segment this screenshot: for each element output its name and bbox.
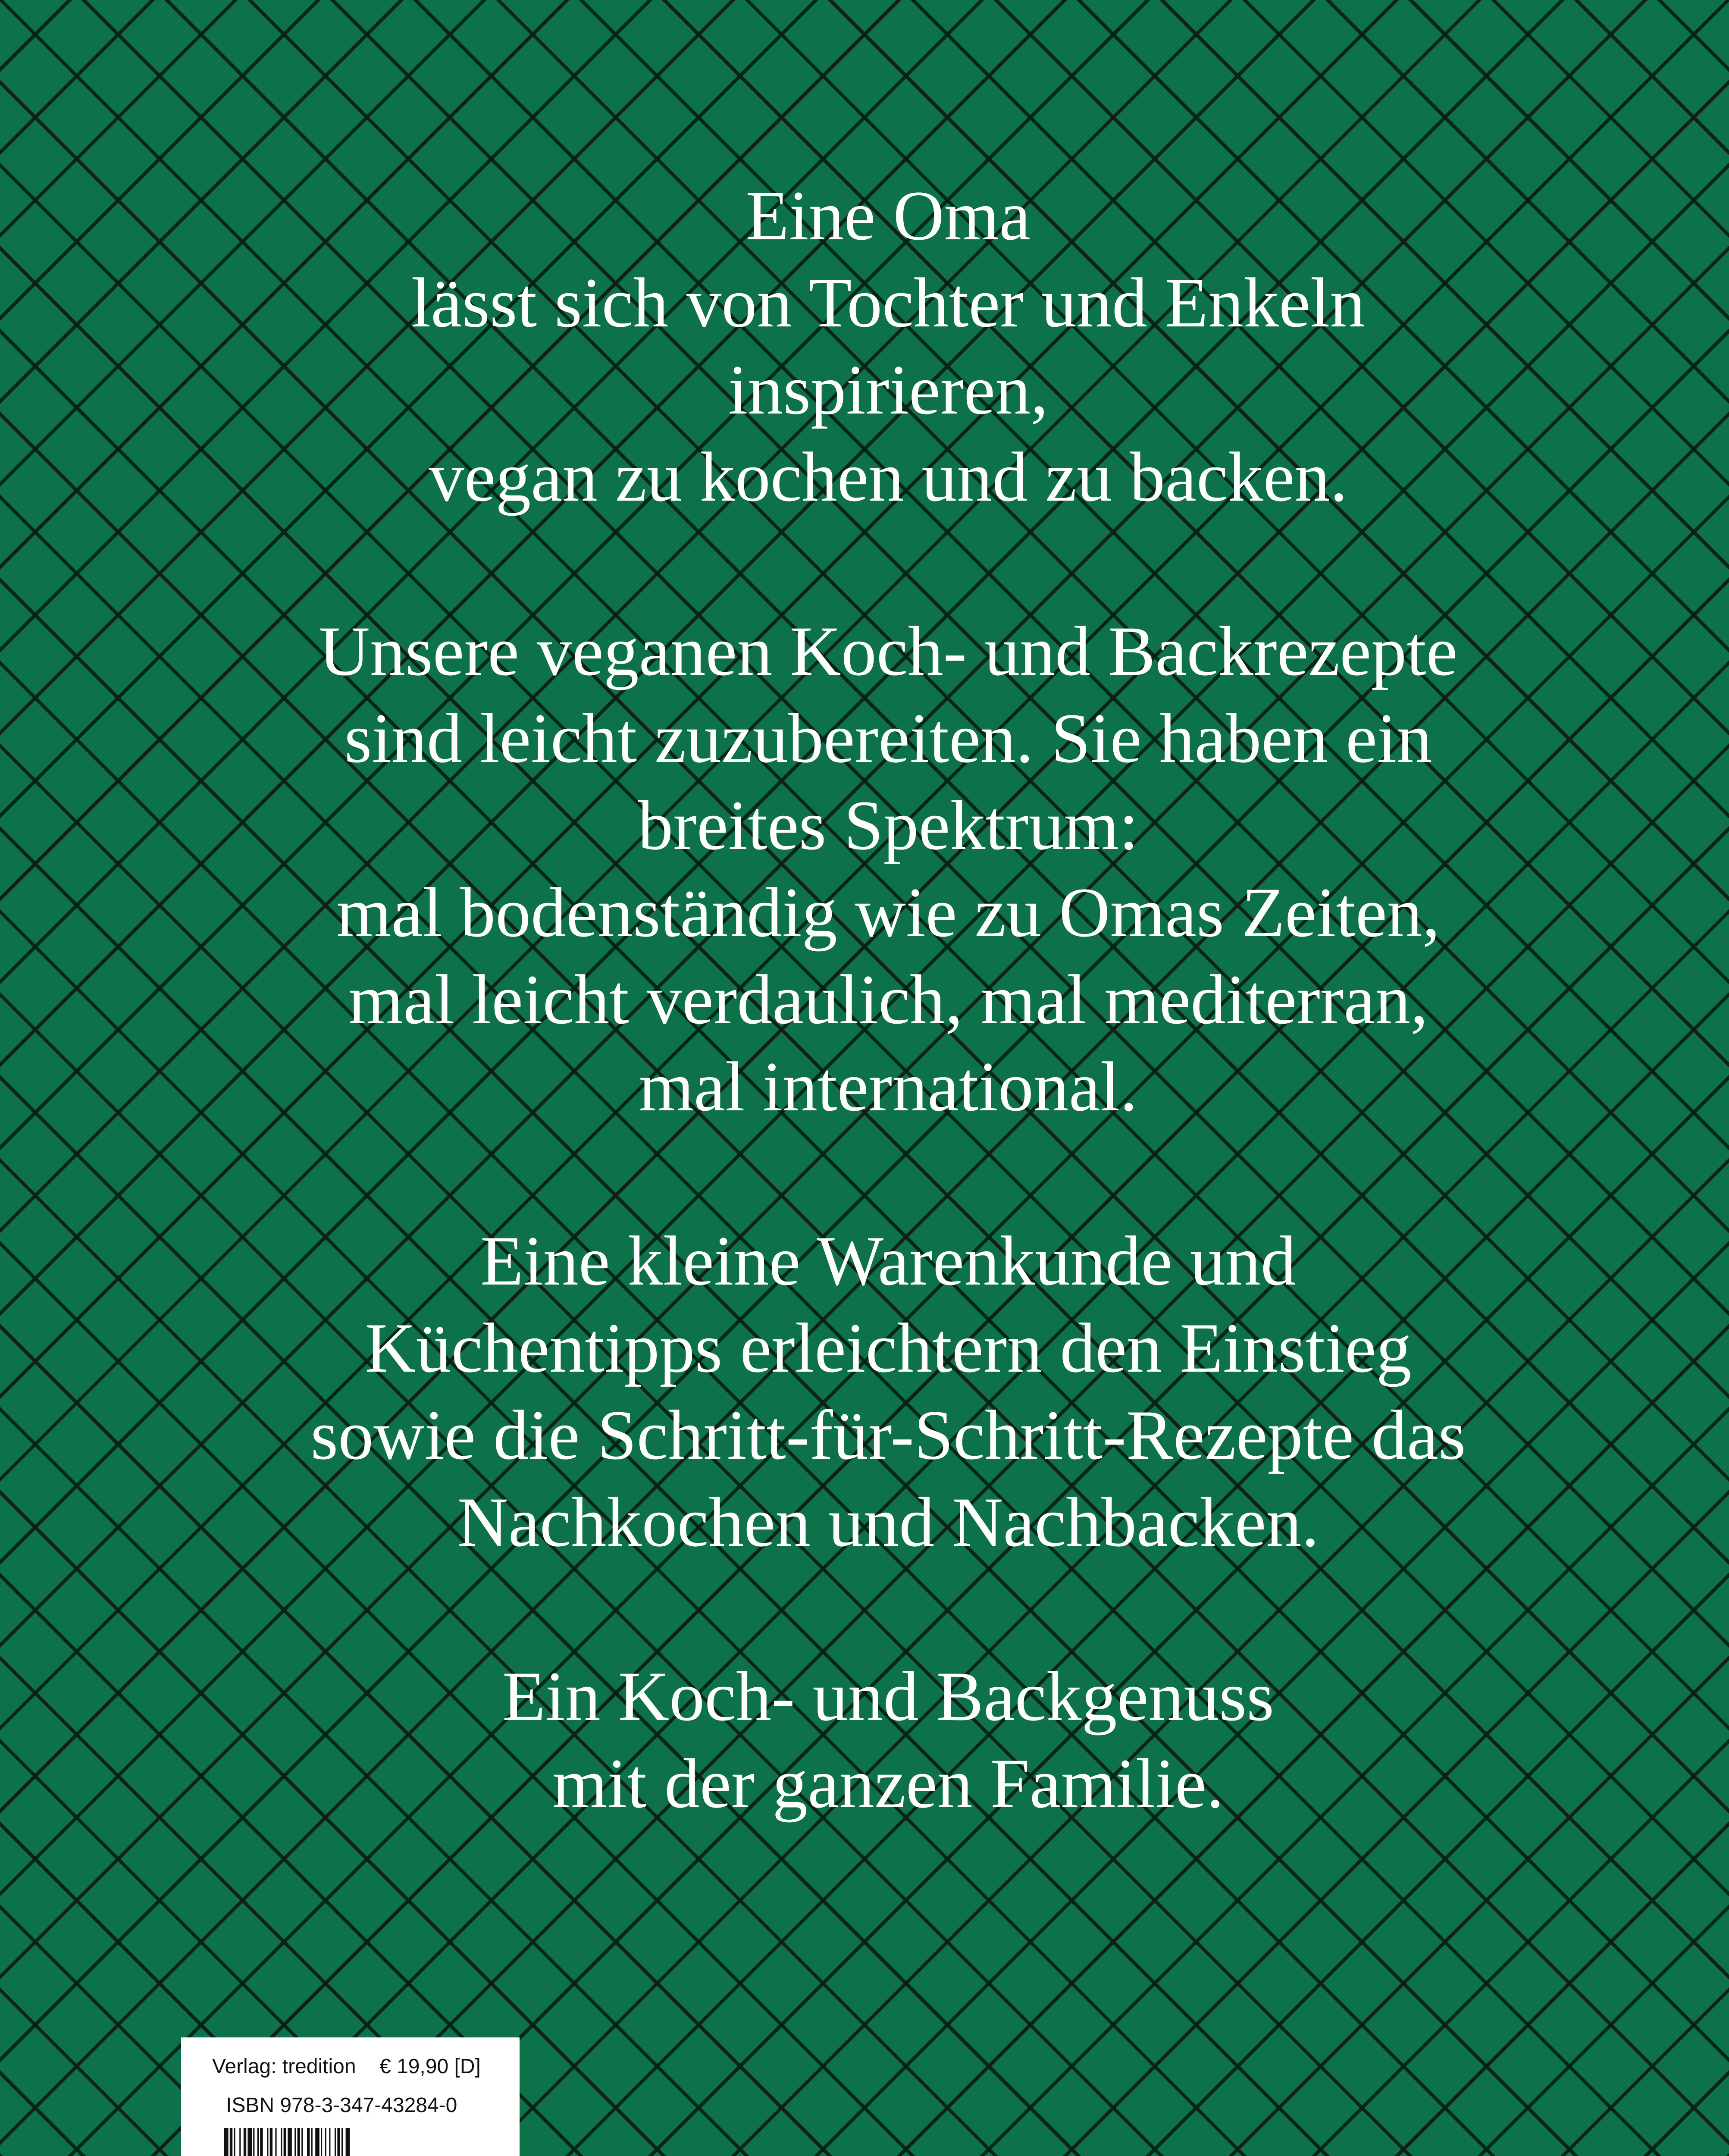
blurb-line: mal bodenständig wie zu Omas Zeiten, [336,874,1440,952]
blurb-line: sind leicht zuzubereiten. Sie haben ein [344,699,1432,777]
barcode-bar [315,2128,319,2156]
barcode-bar [247,2128,252,2156]
blurb-line: sowie die Schritt-für-Schritt-Rezepte das [310,1396,1466,1474]
barcode-bar [224,2128,229,2156]
publisher-text: Verlag: tredition [212,2055,356,2078]
barcode-bar [341,2128,343,2156]
barcode-bar [288,2128,292,2156]
barcode-bar [335,2128,336,2156]
barcode-bar [270,2128,273,2156]
barcode-bars [224,2128,483,2156]
blurb-line: mal international. [639,1048,1138,1126]
barcode-bar [260,2128,263,2156]
blurb-text [138,172,1638,1915]
blurb-paragraph-1 [138,172,1638,521]
barcode-bar [234,2128,235,2156]
blurb-line: Ein Koch- und Backgenuss [502,1658,1274,1736]
barcode-bar [294,2128,296,2156]
barcode-bar [253,2128,254,2156]
barcode-bar [257,2128,259,2156]
blurb-line: vegan zu kochen und zu backen. [429,438,1348,516]
blurb-line: Unsere veganen Koch- und Backrezepte [319,612,1458,690]
barcode-bar [281,2128,282,2156]
barcode-bar [325,2128,326,2156]
blurb-line: mal leicht verdaulich, mal mediterran, [348,961,1428,1039]
barcode-bar [346,2128,350,2156]
barcode-bar [311,2128,313,2156]
blurb-paragraph-3 [138,1218,1638,1566]
barcode-bar [337,2128,340,2156]
blurb-line: mit der ganzen Familie. [552,1745,1224,1823]
blurb-line: Eine Oma [745,177,1031,255]
barcode-bar [239,2128,241,2156]
barcode-bar [321,2128,322,2156]
blurb-paragraph-2 [138,608,1638,1131]
barcode-bar [284,2128,286,2156]
barcode-label [181,2037,520,2156]
barcode-bar [267,2128,268,2156]
blurb-line: inspirieren, [728,351,1049,429]
price-text: € 19,90 [D] [379,2055,481,2078]
blurb-line: Küchentipps erleichtern den Einstieg [365,1309,1412,1387]
isbn-text: ISBN 978-3-347-43284-0 [226,2094,457,2117]
blurb-line: Eine kleine Warenkunde und [480,1222,1296,1300]
barcode-bar [301,2128,303,2156]
barcode-bar [307,2128,310,2156]
blurb-paragraph-4 [138,1653,1638,1827]
blurb-line: breites Spektrum: [638,787,1139,865]
blurb-line: lässt sich von Tochter und Enkeln [411,264,1366,342]
barcode-bar [230,2128,232,2156]
barcode-bar [275,2128,276,2156]
barcode-bar [298,2128,300,2156]
barcode-bar [329,2128,330,2156]
blurb-line: Nachkochen und Nachbacken. [457,1483,1319,1561]
barcode-bar [244,2128,246,2156]
